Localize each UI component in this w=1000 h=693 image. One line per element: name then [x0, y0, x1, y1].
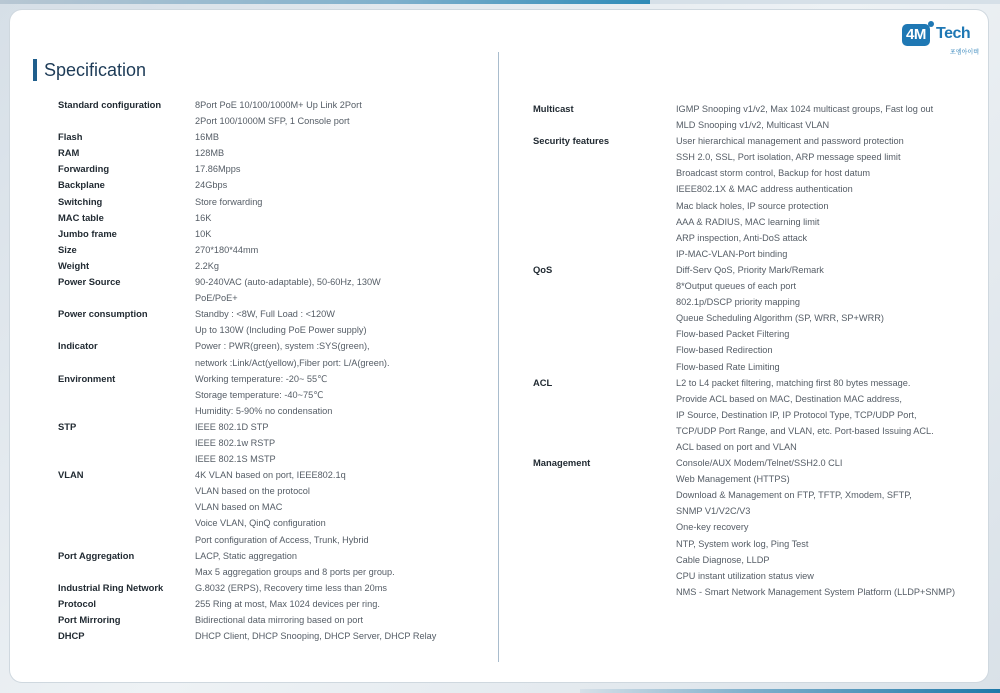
spec-value-line: Standby : <8W, Full Load : <120W — [195, 309, 335, 320]
spec-value-line: Broadcast storm control, Backup for host datum — [676, 168, 871, 179]
spec-values — [195, 371, 332, 419]
spec-row — [58, 306, 436, 338]
spec-values — [195, 242, 258, 258]
logo-subtext: 포엠아이텍 — [950, 50, 979, 56]
spec-values — [195, 338, 390, 370]
spec-row — [533, 375, 955, 455]
spec-label: Environment — [58, 372, 116, 384]
spec-value-line: Max 5 aggregation groups and 8 ports per group. — [195, 566, 395, 577]
spec-values — [676, 375, 934, 455]
title-accent-bar — [33, 59, 37, 81]
spec-values — [195, 97, 362, 129]
bottom-accent-stripe — [580, 689, 1000, 693]
spec-row — [58, 467, 436, 547]
spec-value-line: Power : PWR(green), system :SYS(green), — [195, 341, 370, 352]
spec-value-line: 10K — [195, 228, 212, 239]
spec-row — [58, 258, 436, 274]
logo-brand: Tech — [936, 25, 971, 42]
spec-label: RAM — [58, 147, 80, 159]
spec-label: Power Source — [58, 276, 121, 288]
spec-label: Security features — [533, 135, 610, 147]
spec-value-line: IEEE802.1X & MAC address authentication — [676, 184, 853, 195]
brand-logo — [902, 22, 979, 60]
spec-row — [533, 455, 955, 600]
spec-row — [58, 161, 436, 177]
spec-row — [58, 242, 436, 258]
spec-row — [533, 262, 955, 375]
spec-row — [58, 210, 436, 226]
spec-value-line: NMS - Smart Network Management System Platform (LLDP+SNMP) — [676, 586, 956, 597]
spec-values — [676, 133, 904, 262]
spec-value-line: Working temperature: -20~ 55℃ — [195, 373, 328, 384]
spec-value-line: Voice VLAN, QinQ configuration — [195, 518, 326, 529]
spec-value-line: CPU instant utilization status view — [676, 570, 814, 581]
spec-values — [195, 226, 211, 242]
spec-values — [195, 548, 395, 580]
spec-label: MAC table — [58, 211, 104, 223]
spec-value-line: SNMP V1/V2C/V3 — [676, 506, 751, 517]
spec-value-line: 2.2Kg — [195, 260, 220, 271]
spec-value-line: Store forwarding — [195, 196, 263, 207]
spec-label: Flash — [58, 131, 83, 143]
spec-label: DHCP — [58, 630, 85, 642]
spec-value-line: network :Link/Act(yellow),Fiber port: L/A(green). — [195, 357, 390, 368]
spec-values — [195, 210, 211, 226]
spec-row — [533, 101, 955, 133]
spec-values — [195, 161, 240, 177]
spec-values — [195, 467, 369, 547]
page-title: Specification — [44, 60, 147, 80]
spec-value-line: IGMP Snooping v1/v2, Max 1024 multicast groups, Fast log out — [676, 104, 934, 114]
spec-row — [58, 596, 436, 612]
spec-value-line: 802.1p/DSCP priority mapping — [676, 297, 800, 308]
spec-label: Size — [58, 243, 77, 255]
spec-values — [195, 419, 276, 467]
spec-value-line: 16MB — [195, 132, 220, 143]
spec-value-line: Flow-based Packet Filtering — [676, 329, 790, 340]
spec-value-line: 128MB — [195, 148, 225, 159]
spec-value-line: 8Port PoE 10/100/1000M+ Up Link 2Port — [195, 100, 362, 110]
spec-value-line: IP-MAC-VLAN-Port binding — [676, 248, 788, 259]
spec-row — [58, 129, 436, 145]
spec-value-line: L2 to L4 packet filtering, matching first 80 bytes message. — [676, 377, 911, 388]
spec-column-left — [58, 97, 436, 644]
spec-values — [195, 612, 363, 628]
spec-value-line: LACP, Static aggregation — [195, 550, 297, 561]
spec-label: Jumbo frame — [58, 227, 117, 239]
spec-value-line: Cable Diagnose, LLDP — [676, 554, 770, 565]
spec-values — [195, 306, 367, 338]
spec-label: VLAN — [58, 469, 84, 481]
spec-value-line: IEEE 802.1w RSTP — [195, 437, 276, 448]
spec-value-line: ARP inspection, Anti-DoS attack — [676, 232, 808, 243]
spec-value-line: NTP, System work log, Ping Test — [676, 538, 809, 549]
spec-value-line: Storage temperature: -40~75℃ — [195, 389, 324, 400]
spec-values — [195, 274, 381, 306]
spec-values — [195, 596, 380, 612]
spec-value-line: 17.86Mpps — [195, 164, 241, 175]
spec-value-line: User hierarchical management and password protection — [676, 136, 904, 147]
spec-row — [58, 194, 436, 210]
top-accent-stripe — [0, 0, 650, 4]
spec-value-line: 8*Output queues of each port — [676, 281, 797, 292]
spec-value-line: Mac black holes, IP source protection — [676, 200, 829, 211]
spec-value-line: Queue Scheduling Algorithm (SP, WRR, SP+WRR) — [676, 313, 884, 324]
spec-value-line: VLAN based on the protocol — [195, 486, 310, 497]
spec-value-line: ACL based on port and VLAN — [676, 441, 797, 452]
column-divider — [498, 52, 499, 662]
spec-row — [58, 177, 436, 193]
spec-value-line: SSH 2.0, SSL, Port isolation, ARP message speed limit — [676, 152, 901, 163]
spec-row — [58, 612, 436, 628]
spec-value-line: Download & Management on FTP, TFTP, Xmodem, SFTP, — [676, 490, 912, 501]
spec-label: Forwarding — [58, 163, 110, 175]
spec-column-right — [533, 101, 955, 600]
spec-value-line: 16K — [195, 212, 212, 223]
spec-label: Port Aggregation — [58, 549, 135, 561]
spec-label: Management — [533, 457, 591, 469]
spec-value-line: 4K VLAN based on port, IEEE802.1q — [195, 470, 346, 481]
spec-values — [676, 101, 933, 133]
spec-row — [58, 226, 436, 242]
spec-value-line: IP Source, Destination IP, IP Protocol Type, TCP/UDP Port, — [676, 409, 917, 420]
spec-row — [58, 371, 436, 419]
logo-badge: 4M — [902, 24, 930, 46]
spec-value-line: MLD Snooping v1/v2, Multicast VLAN — [676, 120, 830, 131]
spec-label: Backplane — [58, 179, 105, 191]
spec-row — [58, 548, 436, 580]
spec-value-line: PoE/PoE+ — [195, 293, 238, 304]
spec-label: Power consumption — [58, 308, 148, 320]
spec-label: ACL — [533, 376, 553, 388]
spec-values — [195, 628, 436, 644]
spec-value-line: Port configuration of Access, Trunk, Hybrid — [195, 534, 369, 545]
spec-label: QoS — [533, 263, 553, 275]
spec-value-line: Web Management (HTTPS) — [676, 474, 790, 485]
spec-values — [195, 194, 262, 210]
spec-row — [58, 274, 436, 306]
spec-row — [58, 419, 436, 467]
spec-label: STP — [58, 420, 77, 432]
spec-value-line: IEEE 802.1D STP — [195, 421, 269, 432]
spec-value-line: Console/AUX Modem/Telnet/SSH2.0 CLI — [676, 458, 843, 469]
spec-row — [58, 145, 436, 161]
spec-label: Multicast — [533, 103, 574, 114]
spec-values — [676, 262, 884, 375]
spec-value-line: DHCP Client, DHCP Snooping, DHCP Server, DHCP Relay — [195, 631, 437, 642]
spec-values — [195, 129, 219, 145]
spec-row — [58, 97, 436, 129]
top-accent-stripe-right — [650, 0, 1000, 4]
spec-value-line: Bidirectional data mirroring based on port — [195, 615, 364, 625]
spec-row — [58, 338, 436, 370]
spec-values — [195, 177, 227, 193]
spec-value-line: Flow-based Redirection — [676, 345, 773, 356]
spec-value-line: Flow-based Rate Limiting — [676, 361, 780, 372]
spec-label: Weight — [58, 259, 90, 271]
spec-value-line: IEEE 802.1S MSTP — [195, 454, 276, 465]
spec-values — [195, 145, 224, 161]
spec-value-line: Up to 130W (Including PoE Power supply) — [195, 325, 367, 336]
spec-row — [533, 133, 955, 262]
spec-value-line: VLAN based on MAC — [195, 502, 283, 513]
spec-value-line: Humidity: 5-90% no condensation — [195, 405, 333, 416]
spec-values — [195, 258, 219, 274]
spec-label: Indicator — [58, 340, 98, 352]
spec-value-line: G.8032 (ERPS), Recovery time less than 20ms — [195, 582, 387, 593]
spec-value-line: 270*180*44mm — [195, 244, 259, 255]
spec-value-line: Provide ACL based on MAC, Destination MAC address, — [676, 393, 902, 404]
spec-values — [195, 580, 387, 596]
spec-row — [58, 628, 436, 644]
spec-value-line: 2Port 100/1000M SFP, 1 Console port — [195, 116, 350, 127]
spec-label: Standard configuration — [58, 99, 162, 110]
spec-label: Protocol — [58, 597, 97, 609]
spec-values — [676, 455, 955, 600]
spec-value-line: 24Gbps — [195, 180, 228, 191]
spec-value-line: TCP/UDP Port Range, and VLAN, etc. Port-based Issuing ACL. — [676, 425, 934, 436]
spec-value-line: Diff-Serv QoS, Priority Mark/Remark — [676, 264, 824, 275]
spec-value-line: 90-240VAC (auto-adaptable), 50-60Hz, 130W — [195, 277, 381, 288]
spec-value-line: AAA & RADIUS, MAC learning limit — [676, 216, 820, 227]
spec-row — [58, 580, 436, 596]
spec-value-line: 255 Ring at most, Max 1024 devices per ring. — [195, 598, 380, 609]
spec-label: Industrial Ring Network — [58, 581, 164, 593]
spec-label: Switching — [58, 195, 103, 207]
spec-label: Port Mirroring — [58, 614, 121, 625]
spec-value-line: One-key recovery — [676, 522, 749, 533]
